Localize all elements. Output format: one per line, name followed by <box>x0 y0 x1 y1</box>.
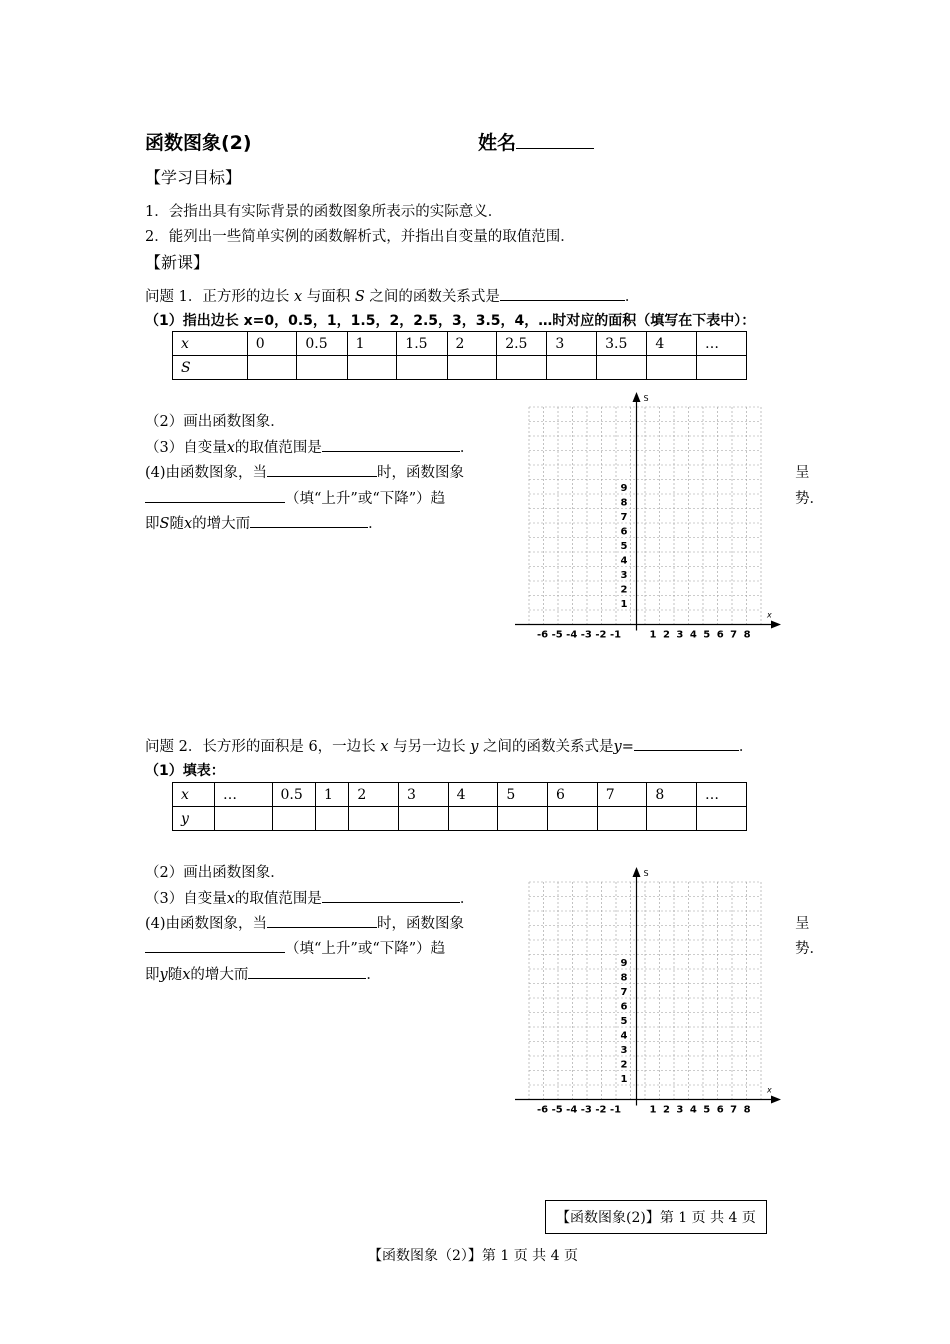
q1-trend-blank[interactable] <box>145 501 285 503</box>
y-tick-label: 5 <box>620 1016 628 1027</box>
q1-part6-c: 的增大而 <box>192 516 251 532</box>
q2-trend-blank[interactable] <box>145 951 285 953</box>
y-tick-label: 7 <box>620 987 628 998</box>
table-cell[interactable]: 6 <box>548 783 598 807</box>
q1-when-blank[interactable] <box>267 475 377 477</box>
q1-part6-a: 即 <box>145 516 160 532</box>
q1-part5-a: （填“上升”或“下降”）趋 <box>285 491 446 507</box>
q1-answer-blank[interactable] <box>500 299 625 301</box>
x-axis-label: x <box>767 610 772 620</box>
q1-prompt: 问题 1．正方形的边长 x 与面积 S 之间的函数关系式是 ． <box>145 289 640 305</box>
q2-part4-b: 时，函数图象 <box>377 916 465 932</box>
q2-part3-b: 的取值范围是 <box>234 891 322 907</box>
table-cell[interactable] <box>547 356 597 380</box>
table-row-header: x <box>173 332 248 356</box>
q1-part6-b: 随 <box>169 516 184 532</box>
x-tick-labels-negative: -6 -5 -4 -3 -2 -1 <box>537 1104 622 1116</box>
y-tick-label: 4 <box>620 555 628 567</box>
q2-prompt: 问题 2．长方形的面积是 6，一边长 x 与另一边长 y 之间的函数关系式是y= ． <box>145 739 754 755</box>
x-tick-labels-negative: -6 -5 -4 -3 -2 -1 <box>537 629 622 641</box>
y-tick-label: 6 <box>620 1001 628 1013</box>
goals-heading: 【学习目标】 <box>145 168 242 187</box>
q2-var-y: y <box>470 739 479 755</box>
q2-table-row-y <box>173 807 747 831</box>
q1-part6-var2: x <box>183 516 193 532</box>
q1-part2: （2）画出函数图象． <box>145 414 285 430</box>
y-tick-label: 7 <box>620 512 628 523</box>
table-row-header: S <box>173 356 248 380</box>
q1-part4-b: 时，函数图象 <box>377 465 465 481</box>
q2-part5-a: （填“上升”或“下降”）趋 <box>285 941 446 957</box>
q1-table-row-x <box>173 332 747 356</box>
new-lesson-heading: 【新课】 <box>145 253 210 272</box>
q2-prompt-a: 问题 2．长方形的面积是 6，一边长 <box>145 739 376 755</box>
q2-part4 <box>145 912 464 933</box>
name-blank[interactable] <box>516 147 594 149</box>
y-axis-arrow <box>633 867 641 877</box>
name-label-text: 姓名 <box>478 132 517 154</box>
q2-prompt-d: y= <box>613 739 634 755</box>
table-cell[interactable]: 3 <box>547 332 597 356</box>
y-tick-label: 2 <box>620 1059 628 1071</box>
table-cell[interactable]: 3.5 <box>597 332 647 356</box>
q1-range-blank[interactable] <box>322 450 460 452</box>
table-cell[interactable] <box>214 807 272 831</box>
table-cell[interactable]: 2 <box>349 783 399 807</box>
table-cell[interactable]: … <box>697 783 747 807</box>
table-row-header: y <box>173 807 215 831</box>
table-cell[interactable] <box>497 356 547 380</box>
y-tick-label: 1 <box>620 1074 628 1085</box>
q2-part6: 即y随x的增大而 ． <box>145 967 381 983</box>
q2-part6-var2: x <box>182 967 191 983</box>
y-tick-label: 5 <box>620 541 628 552</box>
q2-part6-c: 的增大而 <box>190 967 249 983</box>
table-cell[interactable] <box>297 356 347 380</box>
goal-item-1: 1．会指出具有实际背景的函数图象所表示的实际意义． <box>145 204 503 220</box>
q2-range-blank[interactable] <box>322 901 460 903</box>
q1-part4 <box>145 461 464 482</box>
table-cell[interactable]: 7 <box>597 783 647 807</box>
q2-table <box>172 782 747 831</box>
y-tick-label: 8 <box>620 972 628 984</box>
table-cell[interactable] <box>447 356 497 380</box>
table-cell[interactable]: 1.5 <box>397 332 447 356</box>
q1-part4-c: 呈 <box>795 465 810 481</box>
q2-prompt-c: 之间的函数关系式是 <box>483 739 614 755</box>
q1-part4-a: (4)由函数图象，当 <box>145 465 268 481</box>
y-tick-label: 9 <box>620 483 628 494</box>
y-tick-label: 4 <box>620 1030 628 1042</box>
q2-part6-a: 即 <box>145 967 160 983</box>
q1-prompt-b: 与面积 <box>306 289 351 305</box>
q1-coordinate-grid[interactable] <box>515 390 785 652</box>
y-axis-label: S <box>643 394 649 403</box>
x-tick-labels-positive: 1 2 3 4 5 6 7 8 <box>649 1104 751 1116</box>
table-cell[interactable] <box>498 807 548 831</box>
name-label <box>478 128 594 155</box>
table-cell[interactable]: 5 <box>498 783 548 807</box>
table-cell[interactable]: 0.5 <box>272 783 315 807</box>
y-tick-label: 9 <box>620 958 628 969</box>
table-cell[interactable] <box>347 356 397 380</box>
y-tick-label: 3 <box>620 570 628 581</box>
y-tick-label: 1 <box>620 599 628 610</box>
table-cell[interactable]: 2.5 <box>497 332 547 356</box>
q2-answer-blank[interactable] <box>634 749 739 751</box>
q1-part3-a: （3）自变量 <box>145 440 227 456</box>
q2-part5 <box>145 937 445 958</box>
y-tick-label: 8 <box>620 497 628 509</box>
table-cell[interactable] <box>315 807 348 831</box>
q1-table <box>172 331 747 380</box>
table-cell[interactable] <box>647 807 697 831</box>
table-cell[interactable] <box>548 807 598 831</box>
y-axis-arrow <box>633 392 641 402</box>
x-axis-label: x <box>767 1085 772 1095</box>
q2-part3: （3）自变量x的取值范围是 ． <box>145 891 475 907</box>
table-cell[interactable]: 8 <box>647 783 697 807</box>
table-cell[interactable] <box>399 807 449 831</box>
page-title: 函数图象(2) <box>145 132 252 154</box>
table-cell[interactable]: 4 <box>448 783 498 807</box>
q2-when-blank[interactable] <box>267 926 377 928</box>
q2-part5-b: 势． <box>795 941 824 957</box>
x-axis-arrow <box>771 1096 781 1104</box>
table-cell[interactable]: 3 <box>399 783 449 807</box>
q2-var-x: x <box>380 739 389 755</box>
table-cell[interactable]: 2 <box>447 332 497 356</box>
q2-part4-a: (4)由函数图象，当 <box>145 916 268 932</box>
y-tick-label: 2 <box>620 584 628 596</box>
q1-part5 <box>145 487 445 508</box>
q2-part6-var1: y <box>159 967 168 983</box>
q2-table-row-x <box>173 783 747 807</box>
q1-inc-blank[interactable] <box>250 526 368 528</box>
q2-part3-var: x <box>226 891 235 907</box>
q2-sub1: （1）填表： <box>145 763 225 779</box>
table-cell[interactable] <box>349 807 399 831</box>
q2-prompt-b: 与另一边长 <box>393 739 466 755</box>
goal-item-2: 2．能列出一些简单实例的函数解析式，并指出自变量的取值范围． <box>145 229 575 245</box>
q1-sub1: （1）指出边长 x=0，0.5，1，1.5，2，2.5，3，3.5，4，…时对应的面积（填写在下表中）： <box>145 313 756 329</box>
q1-part3-var: x <box>226 440 235 456</box>
q1-part6-var1: S <box>159 516 170 532</box>
table-cell[interactable]: 0.5 <box>297 332 347 356</box>
q2-coordinate-grid[interactable] <box>515 865 785 1127</box>
table-cell[interactable] <box>448 807 498 831</box>
table-cell[interactable] <box>247 356 297 380</box>
table-cell[interactable] <box>697 807 747 831</box>
footer-page: 【函数图象（2）】第 1 页 共 4 页 <box>368 1248 578 1264</box>
table-cell[interactable] <box>272 807 315 831</box>
y-tick-label: 6 <box>620 526 628 538</box>
q2-part3-a: （3）自变量 <box>145 891 227 907</box>
table-cell[interactable]: 1 <box>315 783 348 807</box>
table-cell[interactable]: 0 <box>247 332 297 356</box>
table-cell[interactable]: 4 <box>647 332 697 356</box>
table-cell[interactable] <box>597 807 647 831</box>
table-cell[interactable]: 1 <box>347 332 397 356</box>
q2-inc-blank[interactable] <box>248 977 366 979</box>
y-tick-label: 3 <box>620 1045 628 1056</box>
y-axis-label: S <box>643 869 649 878</box>
q1-part5-b: 势． <box>795 491 824 507</box>
q2-part4-c: 呈 <box>795 916 810 932</box>
footer-box: 【函数图象(2)】第 1 页 共 4 页 <box>545 1200 767 1234</box>
q1-table-row-s <box>173 356 747 380</box>
table-cell[interactable] <box>647 356 697 380</box>
table-cell[interactable] <box>597 356 647 380</box>
table-cell[interactable]: … <box>214 783 272 807</box>
x-tick-labels-positive: 1 2 3 4 5 6 7 8 <box>649 629 751 641</box>
table-row-header: x <box>173 783 215 807</box>
table-cell[interactable]: … <box>697 332 747 356</box>
q2-part2: （2）画出函数图象． <box>145 865 285 881</box>
q1-var-s: S <box>354 289 365 305</box>
q1-part6: 即S随x的增大而 ． <box>145 516 383 532</box>
q1-var-x: x <box>293 289 303 305</box>
table-cell[interactable] <box>697 356 747 380</box>
q2-part6-b: 随 <box>167 967 183 983</box>
table-cell[interactable] <box>397 356 447 380</box>
x-axis-arrow <box>771 621 781 629</box>
q1-part3-b: 的取值范围是 <box>234 440 322 456</box>
q1-part3: （3）自变量x的取值范围是 ． <box>145 440 475 456</box>
q1-prompt-a: 问题 1．正方形的边长 <box>145 289 290 305</box>
q1-prompt-c: 之间的函数关系式是 <box>369 289 500 305</box>
